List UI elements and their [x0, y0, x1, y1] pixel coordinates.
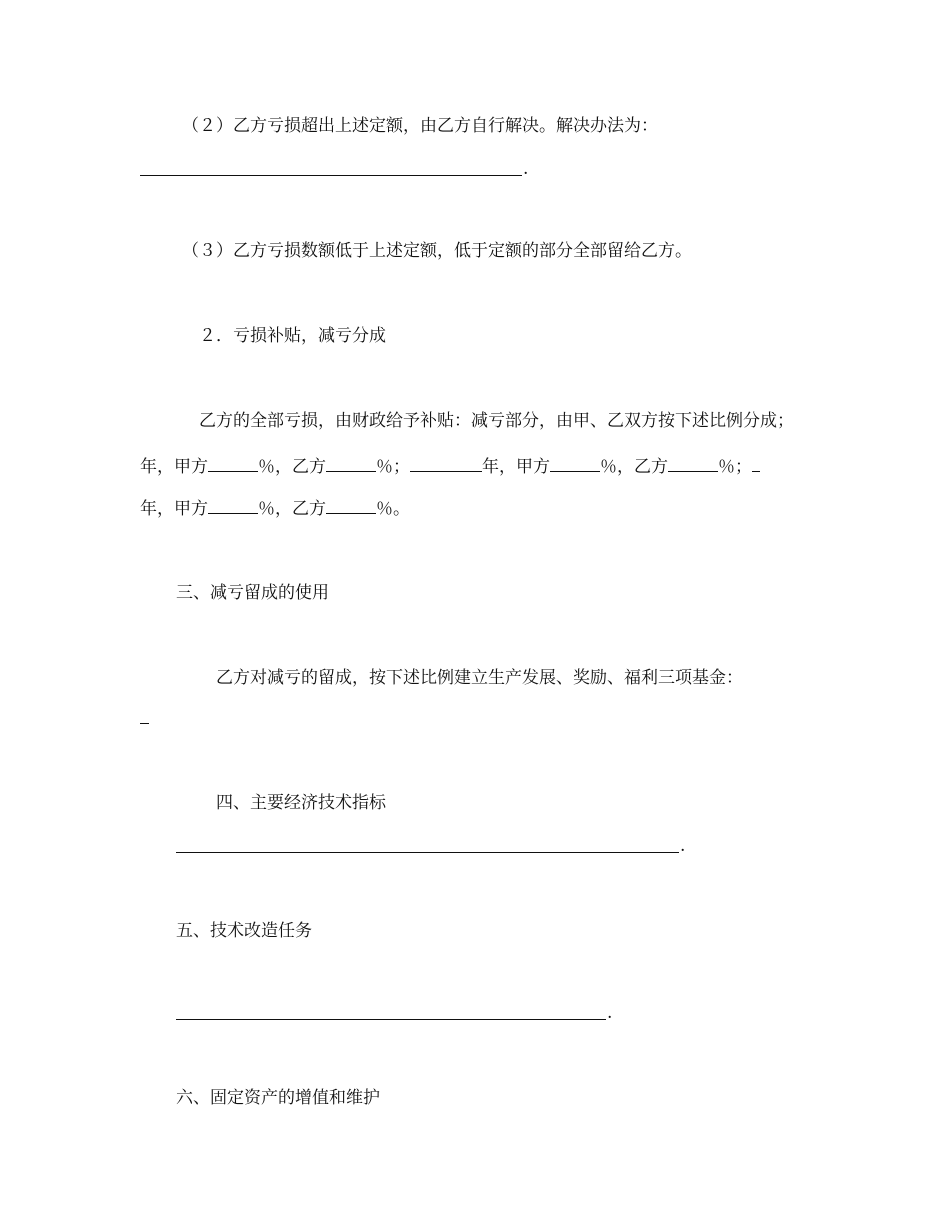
- party-b-percent-blank[interactable]: [326, 497, 376, 514]
- section-4-period: .: [680, 836, 686, 856]
- section-3-body: 乙方对减亏的留成，按下述比例建立生产发展、奖励、福利三项基金：: [216, 668, 743, 688]
- party-b-label: 乙方: [292, 457, 326, 477]
- section-2-body-line-2: [140, 455, 760, 478]
- party-a-percent-blank[interactable]: [208, 455, 258, 472]
- percent-label: ％。: [376, 499, 410, 519]
- year-label: 年，: [482, 457, 516, 477]
- percent-label: ％，: [258, 499, 292, 519]
- section-3-blank[interactable]: [140, 723, 149, 724]
- year-label: 年，: [140, 457, 174, 477]
- year-blank[interactable]: [752, 455, 760, 472]
- section-2-heading: ２．亏损补贴，减亏分成: [199, 326, 386, 346]
- section-2-body-line-3: [140, 497, 410, 520]
- party-b-percent-blank[interactable]: [668, 455, 718, 472]
- section-5-period: .: [607, 1003, 613, 1023]
- clause-2-period: .: [523, 159, 529, 179]
- section-6-heading: 六、固定资产的增值和维护: [176, 1088, 380, 1108]
- section-4-blank[interactable]: [176, 852, 679, 853]
- party-b-label: 乙方: [292, 499, 326, 519]
- party-a-label: 甲方: [174, 499, 208, 519]
- section-5-heading: 五、技术改造任务: [176, 921, 312, 941]
- clause-2-blank[interactable]: [140, 175, 522, 176]
- percent-label: ％；: [376, 457, 410, 477]
- clause-3-text: （３）乙方亏损数额低于上述定额，低于定额的部分全部留给乙方。: [182, 241, 692, 261]
- percent-label: ％，: [258, 457, 292, 477]
- section-3-heading: 三、减亏留成的使用: [176, 583, 329, 603]
- party-a-percent-blank[interactable]: [208, 497, 258, 514]
- party-a-label: 甲方: [516, 457, 550, 477]
- year-blank[interactable]: [410, 455, 482, 472]
- section-5-blank[interactable]: [176, 1019, 606, 1020]
- percent-label: ％，: [600, 457, 634, 477]
- section-2-body-line-1: 乙方的全部亏损，由财政给予补贴：减亏部分，由甲、乙双方按下述比例分成；: [199, 411, 794, 431]
- percent-label: ％；: [718, 457, 752, 477]
- party-b-percent-blank[interactable]: [326, 455, 376, 472]
- clause-2-text: （２）乙方亏损超出上述定额，由乙方自行解决。解决办法为：: [182, 116, 658, 136]
- party-a-percent-blank[interactable]: [550, 455, 600, 472]
- section-4-heading: 四、主要经济技术指标: [216, 793, 386, 813]
- party-a-label: 甲方: [174, 457, 208, 477]
- party-b-label: 乙方: [634, 457, 668, 477]
- year-label: 年，: [140, 499, 174, 519]
